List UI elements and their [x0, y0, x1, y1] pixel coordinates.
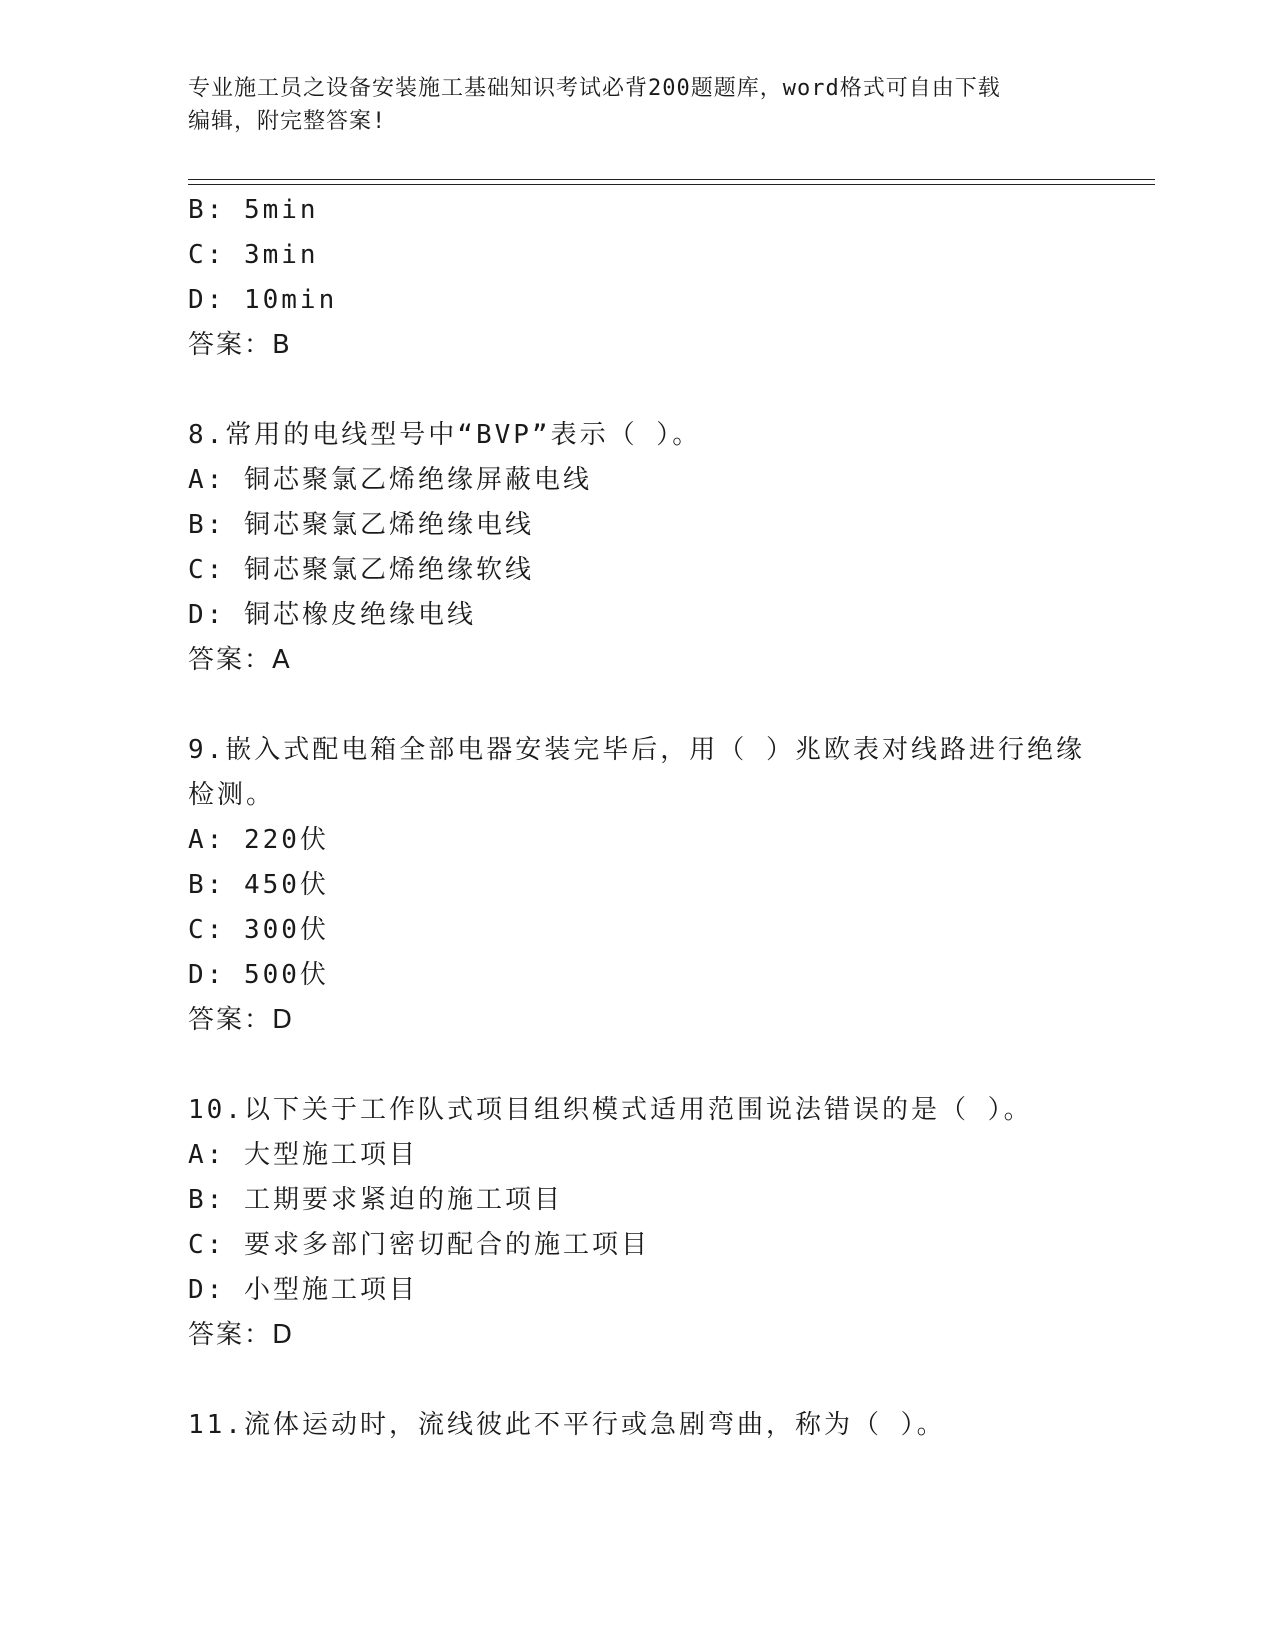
q9-question-line2: 检测。 [188, 780, 276, 810]
q7-option-b: B: 5min [188, 195, 319, 225]
q10-option-c: C: 要求多部门密切配合的施工项目 [188, 1230, 650, 1260]
q8-option-a: A: 铜芯聚氯乙烯绝缘屏蔽电线 [188, 465, 592, 495]
q9-option-b: B: 450伏 [188, 870, 329, 900]
q9-question-line1: 9.嵌入式配电箱全部电器安装完毕后，用（ ）兆欧表对线路进行绝缘 [188, 735, 1085, 765]
q11-question: 11.流体运动时，流线彼此不平行或急剧弯曲，称为（ ）。 [188, 1410, 946, 1440]
document-header [188, 72, 1088, 138]
q10-option-d: D: 小型施工项目 [188, 1275, 418, 1305]
q8-option-b: B: 铜芯聚氯乙烯绝缘电线 [188, 510, 534, 540]
q9-option-d: D: 500伏 [188, 960, 329, 990]
q10-option-b: B: 工期要求紧迫的施工项目 [188, 1185, 563, 1215]
q10-answer: 答案：D [188, 1320, 295, 1350]
q9-option-c: C: 300伏 [188, 915, 329, 945]
q9-answer: 答案：D [188, 1005, 295, 1035]
header-title-line1: 专业施工员之设备安装施工基础知识考试必背200题题库，word格式可自由下载 [188, 76, 1001, 101]
q8-option-d: D: 铜芯橡皮绝缘电线 [188, 600, 476, 630]
q10-question: 10.以下关于工作队式项目组织模式适用范围说法错误的是（ ）。 [188, 1095, 1033, 1125]
q8-question: 8.常用的电线型号中“BVP”表示（ ）。 [188, 420, 702, 450]
q7-answer: 答案：B [188, 330, 292, 360]
q8-answer: 答案：A [188, 645, 292, 675]
q7-option-d: D: 10min [188, 285, 338, 315]
header-divider-top [188, 179, 1155, 180]
q7-option-c: C: 3min [188, 240, 319, 270]
header-divider-bottom [188, 184, 1155, 185]
header-title-line2: 编辑，附完整答案! [188, 109, 387, 134]
q10-option-a: A: 大型施工项目 [188, 1140, 418, 1170]
q9-option-a: A: 220伏 [188, 825, 329, 855]
q8-option-c: C: 铜芯聚氯乙烯绝缘软线 [188, 555, 534, 585]
